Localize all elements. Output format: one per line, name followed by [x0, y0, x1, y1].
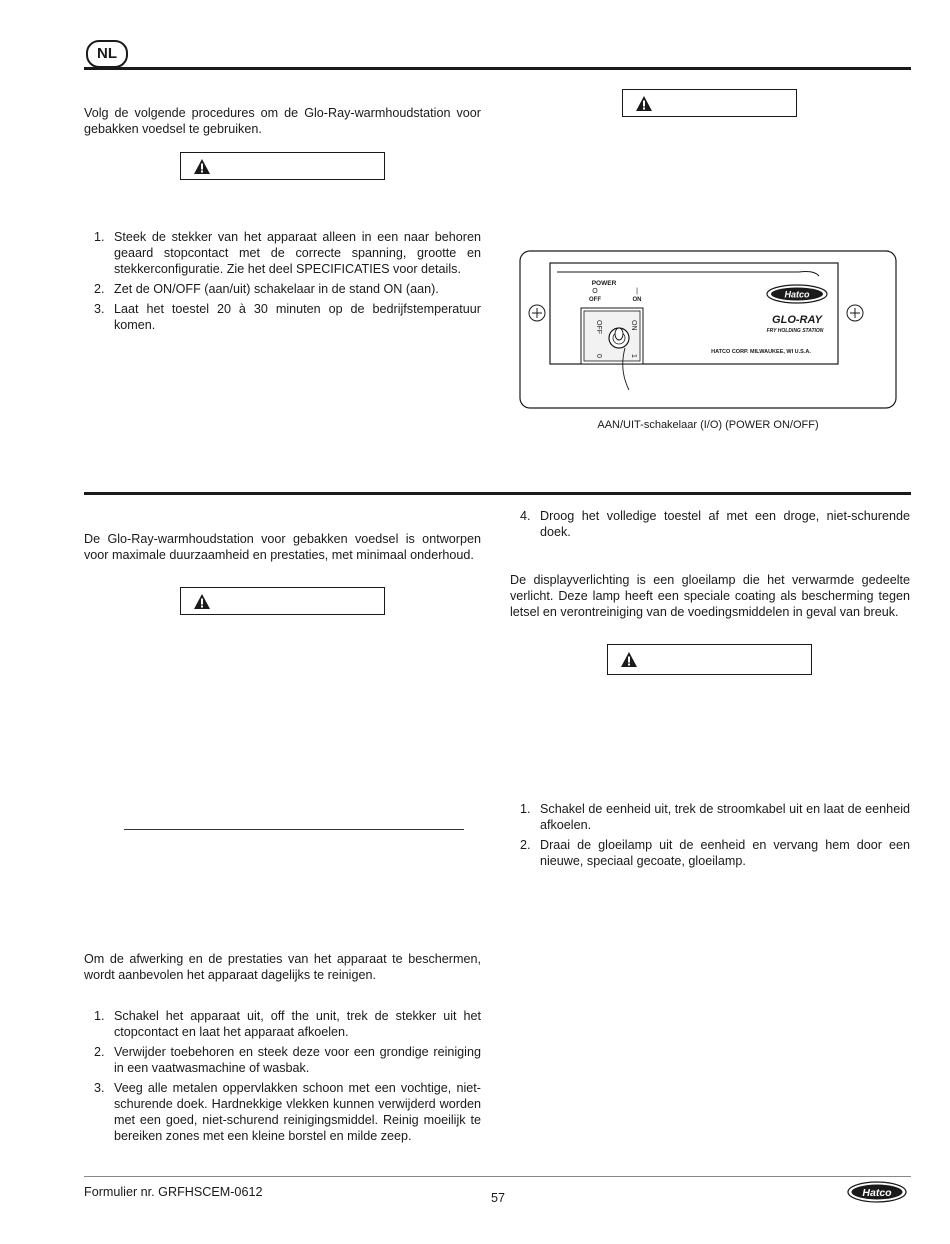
hatco-logo [767, 285, 827, 303]
cleaning-step-4 [510, 508, 910, 544]
power-label: POWER [591, 280, 617, 287]
list-item: 3. Laat het toestel 20 à 30 minuten op de bedrijfstemperatuur komen. [94, 302, 481, 332]
divider-line [124, 829, 464, 830]
warning-icon [635, 95, 653, 112]
maintenance-intro: De Glo-Ray-warmhoudstation voor gebakken voedsel is ontworpen voor maximale duurzaamheid en prestaties, met minimaal onderhoud. [84, 532, 481, 562]
cleaning-steps [84, 1008, 481, 1148]
power-switch [581, 308, 643, 364]
warning-icon [193, 158, 211, 175]
operation-intro: Volg de volgende procedures om de Glo-Ray-warmhoudstation voor gebakken voedsel te gebruiken. [84, 106, 481, 136]
lamp-intro: De displayverlichting is een gloeilamp die het verwarmde gedeelte verlicht. Deze lamp heeft een speciale coating als bescherming tegen letsel en verontreiniging van de voedingsmiddelen in geval van breuk. [510, 573, 910, 619]
warning-icon [193, 593, 211, 610]
operation-steps [84, 229, 481, 337]
form-number: Formulier nr. GRFHSCEM-0612 [84, 1185, 263, 1199]
page-number: 57 [490, 1191, 505, 1205]
warning-box-lamp [607, 644, 812, 675]
warning-box-maintenance [180, 587, 385, 615]
footer-rule [84, 1176, 911, 1177]
list-item: 1. Schakel de eenheid uit, trek de stroomkabel uit en laat de eenheid afkoelen. [520, 802, 910, 832]
switch-one: 1 [630, 354, 637, 358]
off-symbol: O [592, 288, 598, 295]
section-rule [84, 492, 911, 495]
on-symbol: | [636, 288, 638, 295]
svg-text:Hatco: Hatco [862, 1187, 892, 1199]
list-item: 2. Verwijder toebehoren en steek deze voor een grondige reiniging in een vaatwasmachine of wasbak. [94, 1045, 481, 1075]
control-panel-illustration [519, 250, 897, 410]
list-item: 3. Veeg alle metalen oppervlakken schoon met een vochtige, niet-schurende doek. Hardnekkige vlekken kunnen verwijderd worden met een goed, niet-schurend reinigingsmiddel. Reinig moeilijk te bereiken zones met een kleine borstel en milde zeep. [94, 1081, 481, 1143]
language-badge: NL [86, 40, 128, 68]
warning-box-operation [180, 152, 385, 180]
list-item: 1. Schakel het apparaat uit, off the unit, trek de stekker uit het ctopcontact en laat het apparaat afkoelen. [94, 1009, 481, 1039]
lamp-steps [510, 801, 910, 873]
cleaning-intro: Om de afwerking en de prestaties van het apparaat te beschermen, wordt aanbevolen het apparaat dagelijks te reinigen. [84, 952, 481, 982]
off-label: OFF [589, 297, 601, 303]
list-item: 4. Droog het volledige toestel af met een droge, niet-schurende doek. [520, 509, 910, 539]
switch-off-text: OFF [595, 320, 602, 334]
panel-caption: AAN/UIT-schakelaar (I/O) (POWER ON/OFF) [597, 419, 819, 431]
switch-on-text: ON [630, 320, 637, 331]
list-item: 2. Draai de gloeilamp uit de eenheid en vervang hem door een nieuwe, speciaal gecoate, gloeilamp. [520, 838, 910, 868]
on-label: ON [632, 297, 642, 303]
hatco-footer-logo [846, 1180, 908, 1204]
svg-text:Hatco: Hatco [784, 289, 810, 300]
header-rule [84, 67, 911, 70]
manufacturer-line: HATCO CORP. MILWAUKEE, WI U.S.A. [711, 349, 811, 355]
list-item: 2. Zet de ON/OFF (aan/uit) schakelaar in de stand ON (aan). [94, 282, 439, 296]
product-name: GLO-RAY [772, 314, 822, 326]
warning-box-caution [622, 89, 797, 117]
list-item: 1. Steek de stekker van het apparaat alleen in een naar behoren geaard stopcontact met de correcte spanning, grootte en stekkerconfiguratie. Zie het deel SPECIFICATIES voor details. [94, 230, 481, 276]
product-subtitle: FRY HOLDING STATION [766, 328, 824, 334]
warning-icon [620, 651, 638, 668]
switch-zero: 0 [595, 354, 602, 358]
